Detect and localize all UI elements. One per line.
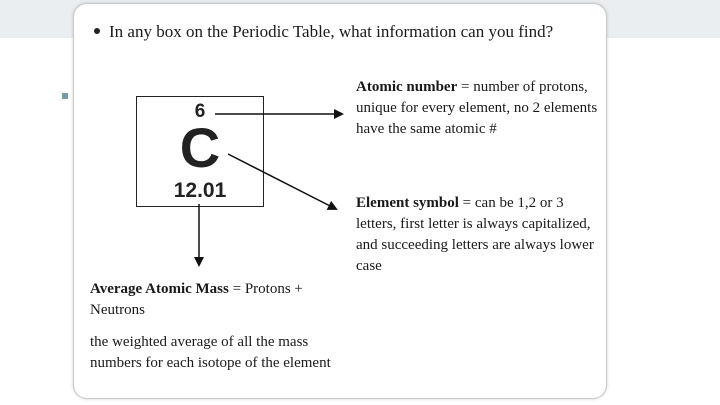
weighted-average-note: the weighted average of all the mass numbers for each isotope of the element (90, 334, 331, 371)
element-symbol-note (356, 193, 606, 277)
element-symbol-term: Element symbol (356, 195, 459, 211)
atomic-number-term: Atomic number (356, 79, 458, 95)
average-mass-desc: = Protons + Neutrons (90, 281, 303, 318)
element-symbol: C (179, 116, 221, 179)
slide-panel (73, 3, 607, 399)
bullet-marker (62, 93, 68, 99)
question-text: In any box on the Periodic Table, what information can you find? (109, 22, 554, 41)
average-mass-term: Average Atomic Mass (90, 281, 229, 297)
atomic-number-note (356, 77, 606, 140)
atomic-number-desc: = number of protons, unique for every element, no 2 elements have the same atomic # (356, 79, 598, 137)
arrow-to-element-symbol (228, 154, 336, 209)
atomic-mass: 12.01 (173, 179, 227, 202)
average-mass-note (90, 279, 340, 321)
element-symbol-desc: = can be 1,2 or 3 letters, first letter is always capitalized, and succeeding letters are always lower case (356, 195, 594, 274)
atomic-number: 6 (194, 101, 206, 122)
